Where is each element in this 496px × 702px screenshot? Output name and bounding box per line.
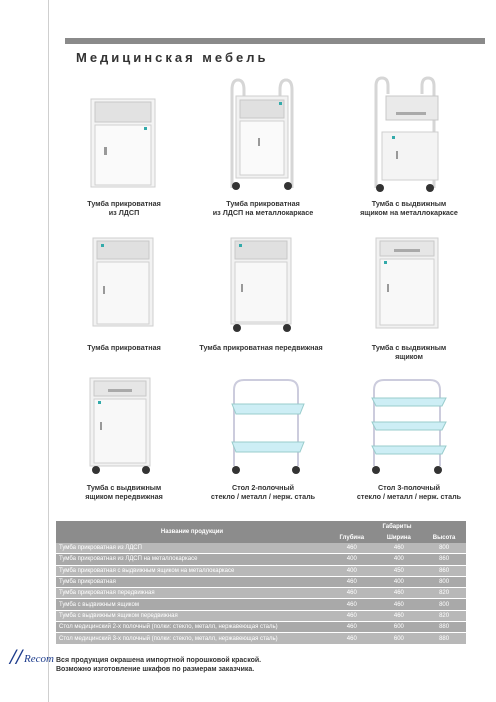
mobile-drawer-cabinet-image bbox=[84, 376, 156, 476]
table-row bbox=[56, 543, 466, 554]
product-caption-7: Тумба с выдвижным ящиком передвижная bbox=[85, 483, 163, 501]
row-depth: 460 bbox=[328, 633, 376, 644]
header-product-name: Название продукции bbox=[56, 521, 328, 543]
product-caption-5: Тумба прикроватная передвижная bbox=[199, 343, 323, 352]
product-caption-4: Тумба прикроватная bbox=[87, 343, 161, 352]
product-caption-9: Стол 3-полочный стекло / металл / нерж. сталь bbox=[356, 483, 462, 501]
three-shelf-table-image bbox=[366, 376, 450, 476]
row-depth: 400 bbox=[328, 565, 376, 576]
row-name: Тумба с выдвижным ящиком bbox=[56, 599, 328, 610]
row-depth: 460 bbox=[328, 543, 376, 554]
row-height: 860 bbox=[422, 554, 466, 565]
row-name: Стол медицинский 3-х полочный (полки: стекло, металл, нержавеющая сталь) bbox=[56, 633, 328, 644]
row-width: 450 bbox=[376, 565, 423, 576]
table-row bbox=[56, 588, 466, 599]
row-name: Тумба прикроватная передвижная bbox=[56, 588, 328, 599]
table-row bbox=[56, 554, 466, 565]
header-height: Высота bbox=[422, 532, 466, 543]
two-shelf-table-image bbox=[226, 376, 308, 476]
row-width: 460 bbox=[376, 610, 423, 621]
table-row bbox=[56, 565, 466, 576]
recom-logo bbox=[8, 640, 56, 674]
header-width: Ширина bbox=[376, 532, 423, 543]
dimensions-table bbox=[56, 521, 466, 645]
row-height: 880 bbox=[422, 622, 466, 633]
product-caption-2: Тумба прикроватная из ЛДСП на металлокаркасе bbox=[212, 199, 314, 217]
row-depth: 460 bbox=[328, 588, 376, 599]
row-name: Тумба с выдвижным ящиком передвижная bbox=[56, 610, 328, 621]
row-height: 800 bbox=[422, 599, 466, 610]
row-height: 820 bbox=[422, 610, 466, 621]
row-height: 800 bbox=[422, 543, 466, 554]
footer-line-2: Возможно изготовление шкафов по размерам заказчика. bbox=[56, 666, 255, 673]
footer-note bbox=[56, 656, 261, 674]
table-row bbox=[56, 576, 466, 587]
row-name: Тумба прикроватная из ЛДСП на металлокаркасе bbox=[56, 554, 328, 565]
row-name: Тумба прикроватная с выдвижным ящиком на металлокаркасе bbox=[56, 565, 328, 576]
table-row bbox=[56, 599, 466, 610]
footer-line-1: Вся продукция окрашена импортной порошковой краской. bbox=[56, 657, 262, 664]
product-caption-6: Тумба с выдвижным ящиком bbox=[371, 343, 447, 361]
row-depth: 460 bbox=[328, 576, 376, 587]
row-height: 820 bbox=[422, 588, 466, 599]
row-width: 400 bbox=[376, 576, 423, 587]
bedside-cabinet-image bbox=[90, 236, 156, 331]
row-depth: 460 bbox=[328, 622, 376, 633]
header-dimensions: Габариты bbox=[328, 521, 466, 532]
row-height: 800 bbox=[422, 576, 466, 587]
row-width: 600 bbox=[376, 633, 423, 644]
row-width: 460 bbox=[376, 599, 423, 610]
mobile-bedside-cabinet-image bbox=[225, 236, 297, 334]
row-height: 880 bbox=[422, 633, 466, 644]
row-width: 400 bbox=[376, 554, 423, 565]
svg-text:Recom: Recom bbox=[24, 653, 54, 665]
row-depth: 400 bbox=[328, 554, 376, 565]
header-bar bbox=[65, 38, 485, 44]
row-width: 460 bbox=[376, 588, 423, 599]
product-caption-8: Стол 2-полочный стекло / металл / нерж. сталь bbox=[210, 483, 316, 501]
product-caption-3: Тумба с выдвижным ящиком на металлокаркасе bbox=[360, 199, 458, 217]
row-name: Тумба прикроватная bbox=[56, 576, 328, 587]
row-height: 860 bbox=[422, 565, 466, 576]
row-name: Стол медицинский 2-х полочный (полки: стекло, металл, нержавеющая сталь) bbox=[56, 622, 328, 633]
page-title: Медицинская мебель bbox=[76, 50, 269, 65]
table-row bbox=[56, 633, 466, 644]
row-width: 600 bbox=[376, 622, 423, 633]
row-depth: 460 bbox=[328, 599, 376, 610]
drawer-cabinet-image bbox=[372, 236, 442, 334]
bedside-cabinet-metal-frame-image bbox=[222, 78, 302, 193]
svg-text://: // bbox=[10, 644, 23, 669]
table-row bbox=[56, 622, 466, 633]
drawer-cabinet-metal-frame-image bbox=[368, 76, 448, 196]
row-width: 460 bbox=[376, 543, 423, 554]
row-depth: 460 bbox=[328, 610, 376, 621]
header-depth: Глубина bbox=[328, 532, 376, 543]
table-row bbox=[56, 610, 466, 621]
row-name: Тумба прикроватная из ЛДСП bbox=[56, 543, 328, 554]
product-caption-1: Тумба прикроватная из ЛДСП bbox=[87, 199, 161, 217]
bedside-cabinet-ldsp-image bbox=[88, 97, 158, 192]
